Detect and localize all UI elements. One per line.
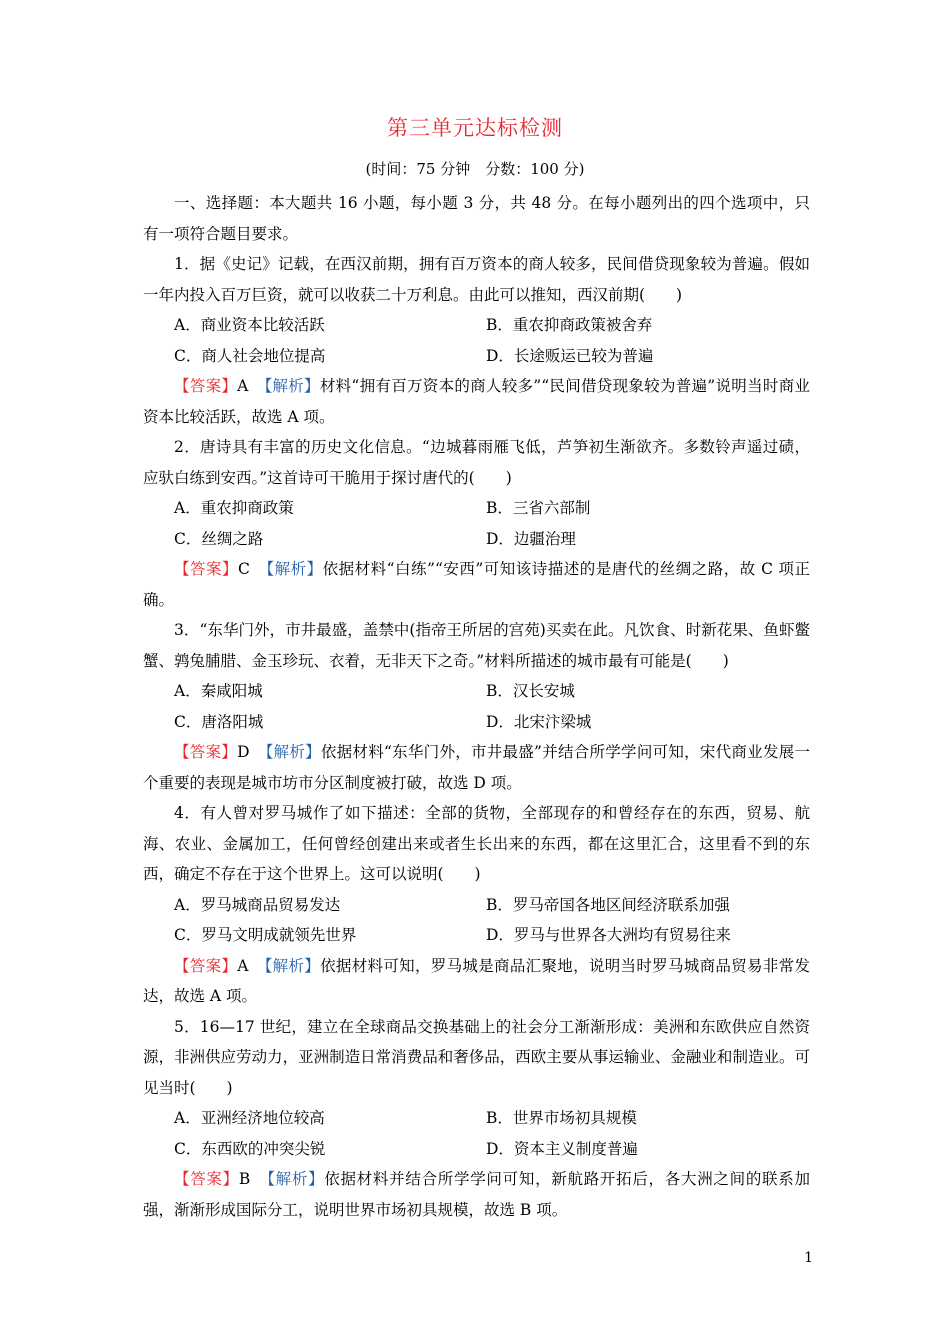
analysis-tag: 【解析】 <box>265 743 321 761</box>
question-stem: 3．“东华门外，市井最盛，盖禁中(指帝王所居的宫苑)买卖在此。凡饮食、时新花果、鱼虾鳖蟹、鹑兔脯腊、金玉珍玩、衣着，无非天下之奇。”材料所描述的城市最有可能是( ) <box>143 621 810 670</box>
analysis-text: 依据材料“东华门外，市井最盛”并结合所学学问可知，宋代商业发展一个重要的表现是城市坊市分区制度被打破，故选 D 项。 <box>143 743 810 792</box>
answer-block <box>143 371 810 432</box>
option-a: A．秦咸阳城 <box>174 682 263 700</box>
answer-value: A <box>237 377 249 395</box>
option-d: D．罗马与世界各大洲均有贸易往来 <box>486 926 731 944</box>
question-4 <box>143 798 810 1012</box>
answer-block <box>143 737 810 798</box>
option-a: A．重农抑商政策 <box>174 499 294 517</box>
question-1 <box>143 249 810 432</box>
option-d: D．边疆治理 <box>486 529 576 548</box>
analysis-text: 依据材料并结合所学学问可知，新航路开拓后，各大洲之间的联系加强，渐渐形成国际分工，说明世界市场初具规模，故选 B 项。 <box>143 1170 810 1219</box>
question-5 <box>143 1012 810 1226</box>
question-3 <box>143 615 810 798</box>
option-b: B．世界市场初具规模 <box>486 1109 637 1127</box>
analysis-tag: 【解析】 <box>264 377 320 395</box>
option-c: C．唐洛阳城 <box>174 712 264 731</box>
document-body <box>143 188 810 1225</box>
option-d: D．资本主义制度普遍 <box>486 1139 638 1158</box>
analysis-text: 依据材料可知，罗马城是商品汇聚地，说明当时罗马城商品贸易非常发达，故选 A 项。 <box>143 956 810 1005</box>
answer-value: A <box>237 956 249 975</box>
option-a: A．罗马城商品贸易发达 <box>174 895 341 914</box>
question-stem: 1．据《史记》记载，在西汉前期，拥有百万资本的商人较多，民间借贷现象较为普遍。假如一年内投入百万巨资，就可以收获二十万利息。由此可以推知，西汉前期( ) <box>143 255 810 304</box>
answer-value: C <box>238 560 250 578</box>
question-2 <box>143 432 810 615</box>
analysis-text: 材料“拥有百万资本的商人较多”“民间借贷现象较为普遍”说明当时商业资本比较活跃，故选 A 项。 <box>143 377 810 426</box>
page-number: 1 <box>804 1250 813 1266</box>
option-a: A．商业资本比较活跃 <box>174 316 325 334</box>
option-c: C．商人社会地位提高 <box>174 346 326 365</box>
answer-tag: 【答案】 <box>174 1170 239 1188</box>
option-d: D．北宋汴梁城 <box>486 712 592 731</box>
analysis-tag: 【解析】 <box>264 956 321 975</box>
answer-tag: 【答案】 <box>174 956 238 975</box>
option-b: B．汉长安城 <box>486 682 575 700</box>
answer-value: B <box>238 1170 251 1188</box>
answer-block <box>143 1164 810 1225</box>
option-a: A．亚洲经济地位较高 <box>174 1109 325 1127</box>
answer-tag: 【答案】 <box>174 743 238 761</box>
answer-value: D <box>237 743 250 761</box>
option-b: B．罗马帝国各地区间经济联系加强 <box>486 895 730 914</box>
analysis-tag: 【解析】 <box>267 1170 325 1188</box>
analysis-text: 依据材料“白练”“安西”可知该诗描述的是唐代的丝绸之路，故 C 项正确。 <box>143 560 810 609</box>
option-c: C．东西欧的冲突尖锐 <box>174 1139 326 1158</box>
question-stem: 4．有人曾对罗马城作了如下描述：全部的货物，全部现存的和曾经存在的东西，贸易、航海、农业、金属加工，任何曾经创建出来或者生长出来的东西，都在这里汇合，这里看不到的东西，确定不存在于这个世界上。这可以说明( ) <box>143 804 810 883</box>
option-d: D．长途贩运已较为普遍 <box>486 346 654 365</box>
option-c: C．丝绸之路 <box>174 529 264 548</box>
answer-block <box>143 554 810 615</box>
question-stem: 2．唐诗具有丰富的历史文化信息。“边城暮雨雁飞低，芦笋初生渐欲齐。多数铃声遥过碛，应驮白练到安西。”这首诗可干脆用于探讨唐代的( ) <box>143 438 810 487</box>
answer-block <box>143 951 810 1012</box>
option-b: B．三省六部制 <box>486 499 591 517</box>
answer-tag: 【答案】 <box>174 560 238 578</box>
exam-info: (时间：75 分钟 分数：100 分) <box>365 160 585 178</box>
option-c: C．罗马文明成就领先世界 <box>174 926 357 944</box>
document-title: 第三单元达标检测 <box>387 116 563 140</box>
analysis-tag: 【解析】 <box>266 560 323 578</box>
option-b: B．重农抑商政策被舍弃 <box>486 316 653 334</box>
answer-tag: 【答案】 <box>174 377 238 395</box>
question-stem: 5．16—17 世纪，建立在全球商品交换基础上的社会分工渐渐形成：美洲和东欧供应自然资源，非洲供应劳动力，亚洲制造日常消费品和奢侈品，西欧主要从事运输业、金融业和制造业。可见当时( ) <box>143 1017 810 1097</box>
section-intro: 一、选择题：本大题共 16 小题，每小题 3 分，共 48 分。在每小题列出的四个选项中，只有一项符合题目要求。 <box>143 194 810 243</box>
